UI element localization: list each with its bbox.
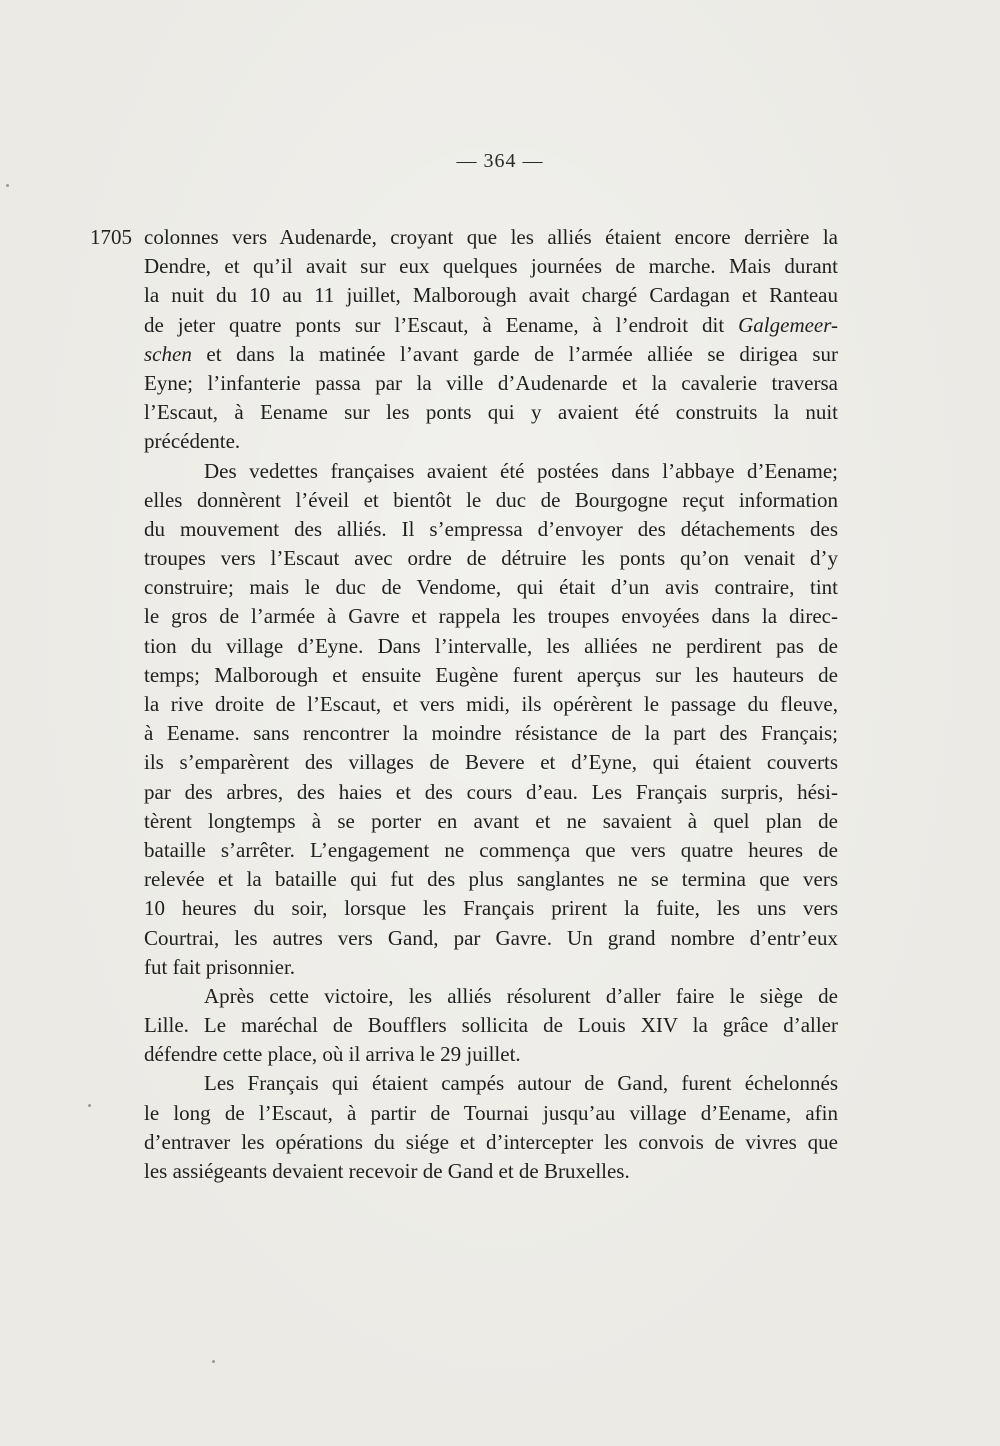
line-text: troupes vers l’Escaut avec ordre de détruire les ponts qu’on venait d’y bbox=[144, 546, 838, 571]
line-text: Après cette victoire, les alliés résolurent d’aller faire le siège de bbox=[204, 983, 838, 1008]
line-text: tèrent longtemps à se porter en avant et ne savaient à quel plan de bbox=[144, 808, 838, 833]
line-text: relevée et la bataille qui fut des plus sanglantes ne se termina que vers bbox=[144, 867, 838, 892]
text-line bbox=[144, 573, 838, 602]
text-line bbox=[144, 690, 838, 719]
line-text: le long de l’Escaut, à partir de Tournai jusqu’au village d’Eename, afin bbox=[144, 1100, 838, 1125]
text-line bbox=[144, 719, 838, 748]
text-line bbox=[144, 661, 838, 690]
line-text: par des arbres, des haies et des cours d’eau. Les Français surpris, hési- bbox=[144, 779, 838, 804]
text-line bbox=[144, 924, 838, 953]
margin-year: 1705 bbox=[90, 225, 132, 249]
text-line bbox=[144, 1040, 838, 1069]
text-line bbox=[144, 602, 838, 631]
line-text: Dendre, et qu’il avait sur eux quelques journées de marche. Mais durant bbox=[144, 254, 838, 279]
line-text: à Eename. sans rencontrer la moindre résistance de la part des Français; bbox=[144, 721, 838, 746]
line-text: colonnes vers Audenarde, croyant que les alliés étaient encore derrière la bbox=[144, 225, 838, 249]
text-line bbox=[144, 252, 838, 281]
page-number: — 364 — bbox=[456, 150, 544, 172]
line-text: Eyne; l’infanterie passa par la ville d’Audenarde et la cavalerie traversa bbox=[144, 370, 838, 395]
text-line bbox=[144, 1011, 838, 1040]
text-line bbox=[144, 1128, 838, 1157]
text-line bbox=[144, 544, 838, 573]
line-text: Courtrai, les autres vers Gand, par Gavre. Un grand nombre d’entr’eux bbox=[144, 925, 838, 950]
scan-speck bbox=[6, 184, 9, 187]
text-line bbox=[144, 1069, 838, 1098]
line-text: Les Français qui étaient campés autour de Gand, furent échelonnés bbox=[204, 1071, 838, 1096]
text-line bbox=[144, 311, 838, 340]
line-text: elles donnèrent l’éveil et bientôt le duc de Bourgogne reçut information bbox=[144, 487, 838, 512]
scan-speck bbox=[88, 1104, 91, 1107]
text-line bbox=[144, 281, 838, 310]
text-line bbox=[144, 1157, 838, 1186]
line-text: construire; mais le duc de Vendome, qui était d’un avis contraire, tint bbox=[144, 575, 838, 600]
text-line bbox=[144, 340, 838, 369]
line-text: tion du village d’Eyne. Dans l’intervalle, les alliées ne perdirent pas de bbox=[144, 633, 838, 658]
text-line bbox=[144, 223, 838, 252]
text-line bbox=[144, 486, 838, 515]
line-text: ils s’emparèrent des villages de Bevere et d’Eyne, qui étaient couverts bbox=[144, 750, 838, 775]
text-line bbox=[144, 865, 838, 894]
text-line bbox=[144, 398, 838, 427]
scan-speck bbox=[212, 1360, 215, 1363]
line-text: Des vedettes françaises avaient été postées dans l’abbaye d’Eename; bbox=[204, 458, 838, 483]
line-text: bataille s’arrêter. L’engagement ne commença que vers quatre heures de bbox=[144, 837, 838, 862]
line-text: le gros de l’armée à Gavre et rappela les troupes envoyées dans la direc- bbox=[144, 604, 838, 629]
text-line bbox=[144, 894, 838, 923]
line-text: la nuit du 10 au 11 juillet, Malborough avait chargé Cardagan et Ranteau bbox=[144, 283, 838, 308]
text-line bbox=[144, 982, 838, 1011]
text-line bbox=[144, 836, 838, 865]
line-text: précédente. bbox=[144, 429, 241, 454]
text-line bbox=[144, 778, 838, 807]
italic-text: Galgemeer- bbox=[738, 312, 838, 337]
line-text: les assiégeants devaient recevoir de Gand et de Bruxelles. bbox=[144, 1159, 630, 1183]
text-line bbox=[144, 953, 838, 982]
line-text: temps; Malborough et ensuite Eugène furent aperçus sur les hauteurs de bbox=[144, 662, 838, 687]
line-text: défendre cette place, où il arriva le 29 juillet. bbox=[144, 1042, 521, 1067]
text-line bbox=[144, 515, 838, 544]
text-line bbox=[144, 632, 838, 661]
text-line bbox=[144, 748, 838, 777]
line-text: de jeter quatre ponts sur l’Escaut, à Eename, à l’endroit dit bbox=[144, 312, 739, 337]
line-text: du mouvement des alliés. Il s’empressa d’envoyer des détachements des bbox=[144, 516, 838, 541]
line-text: la rive droite de l’Escaut, et vers midi, ils opérèrent le passage du fleuve, bbox=[144, 692, 838, 716]
line-text: 10 heures du soir, lorsque les Français prirent la fuite, les uns vers bbox=[144, 896, 838, 921]
body-text bbox=[144, 223, 838, 1186]
text-line bbox=[144, 807, 838, 836]
line-text: d’entraver les opérations du siége et d’intercepter les convois de vivres que bbox=[144, 1129, 838, 1154]
text-line bbox=[144, 1099, 838, 1128]
text-line bbox=[144, 427, 838, 456]
italic-text: schen bbox=[144, 341, 192, 366]
line-text: et dans la matinée l’avant garde de l’armée alliée se dirigea sur bbox=[191, 341, 838, 366]
line-text: fut fait prisonnier. bbox=[144, 954, 296, 979]
text-line bbox=[144, 369, 838, 398]
text-line bbox=[144, 457, 838, 486]
line-text: l’Escaut, à Eename sur les ponts qui y avaient été construits la nuit bbox=[144, 400, 838, 425]
line-text: Lille. Le maréchal de Boufflers sollicita de Louis XIV la grâce d’aller bbox=[144, 1013, 838, 1038]
